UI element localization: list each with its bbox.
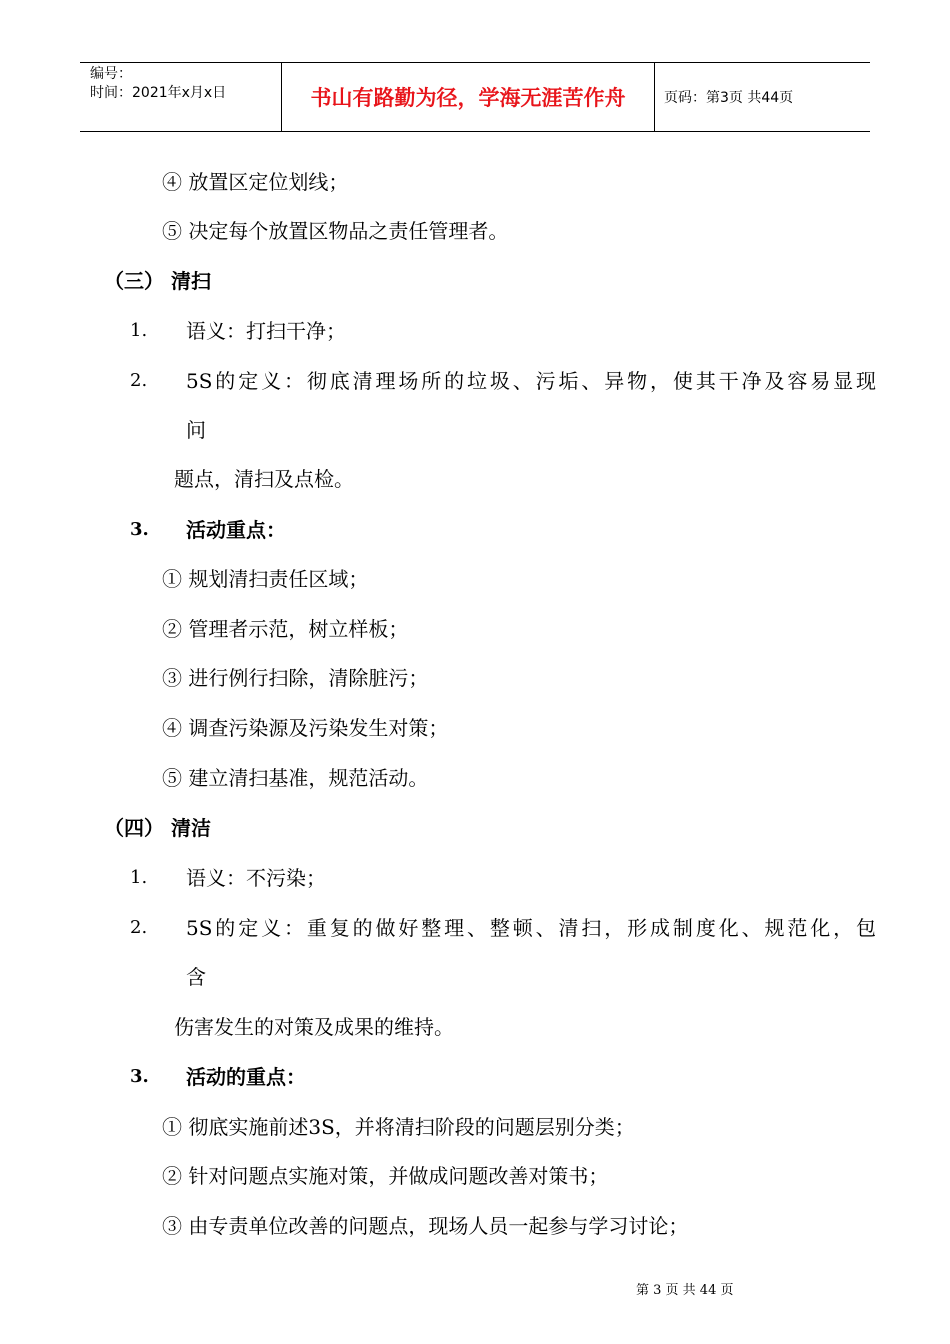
- paragraph-text: 5S的定义：彻底清理场所的垃圾、污垢、异物，使其干净及容易显现: [186, 369, 876, 393]
- paragraph-text: 题点，清扫及点检。: [174, 467, 354, 491]
- paragraph-text: 伤害发生的对策及成果的维持。: [174, 1015, 454, 1039]
- paragraph-text: 语义：打扫干净；: [186, 319, 346, 343]
- section-heading: （三） 清扫: [104, 269, 211, 293]
- paragraph-text: 语义：不污染；: [186, 866, 326, 890]
- item-number: 2.: [130, 370, 148, 391]
- list-item: ③ 进行例行扫除，清除脏污；: [162, 666, 429, 690]
- item-number: 3.: [130, 1066, 149, 1087]
- item-number: 2.: [130, 917, 148, 938]
- header-motto: 书山有路勤为径，学海无涯苦作舟: [310, 86, 626, 110]
- paragraph-text: 5S的定义：重复的做好整理、整顿、清扫，形成制度化、规范化，包: [186, 916, 876, 940]
- list-item: ④ 放置区定位划线；: [162, 170, 349, 194]
- item-number: 1.: [130, 867, 148, 888]
- list-item: ① 彻底实施前述3S，并将清扫阶段的问题层别分类；: [162, 1115, 635, 1139]
- list-item: ② 管理者示范，树立样板；: [162, 617, 409, 641]
- list-item: ⑤ 决定每个放置区物品之责任管理者。: [162, 219, 509, 243]
- subheading: 活动的重点：: [186, 1065, 306, 1089]
- page-header: [80, 62, 870, 132]
- serial-number-label: 编号：: [90, 66, 132, 82]
- header-info: [90, 65, 226, 103]
- item-number: 3.: [130, 519, 149, 540]
- section-heading: （四） 清洁: [104, 816, 211, 840]
- page-footer: 第 3 页 共 44 页: [636, 1283, 734, 1298]
- header-divider: [654, 63, 655, 131]
- list-item: ⑤ 建立清扫基准，规范活动。: [162, 766, 429, 790]
- subheading: 活动重点：: [186, 518, 286, 542]
- paragraph-text: 问: [186, 418, 206, 442]
- paragraph-text: 含: [186, 965, 206, 989]
- list-item: ③ 由专责单位改善的问题点，现场人员一起参与学习讨论；: [162, 1214, 689, 1238]
- header-page-number: 页码：第3页 共44页: [664, 90, 794, 106]
- date-label: 时间：2021年x月x日: [90, 85, 227, 101]
- list-item: ① 规划清扫责任区域；: [162, 567, 369, 591]
- list-item: ② 针对问题点实施对策，并做成问题改善对策书；: [162, 1164, 609, 1188]
- item-number: 1.: [130, 320, 148, 341]
- list-item: ④ 调查污染源及污染发生对策；: [162, 716, 449, 740]
